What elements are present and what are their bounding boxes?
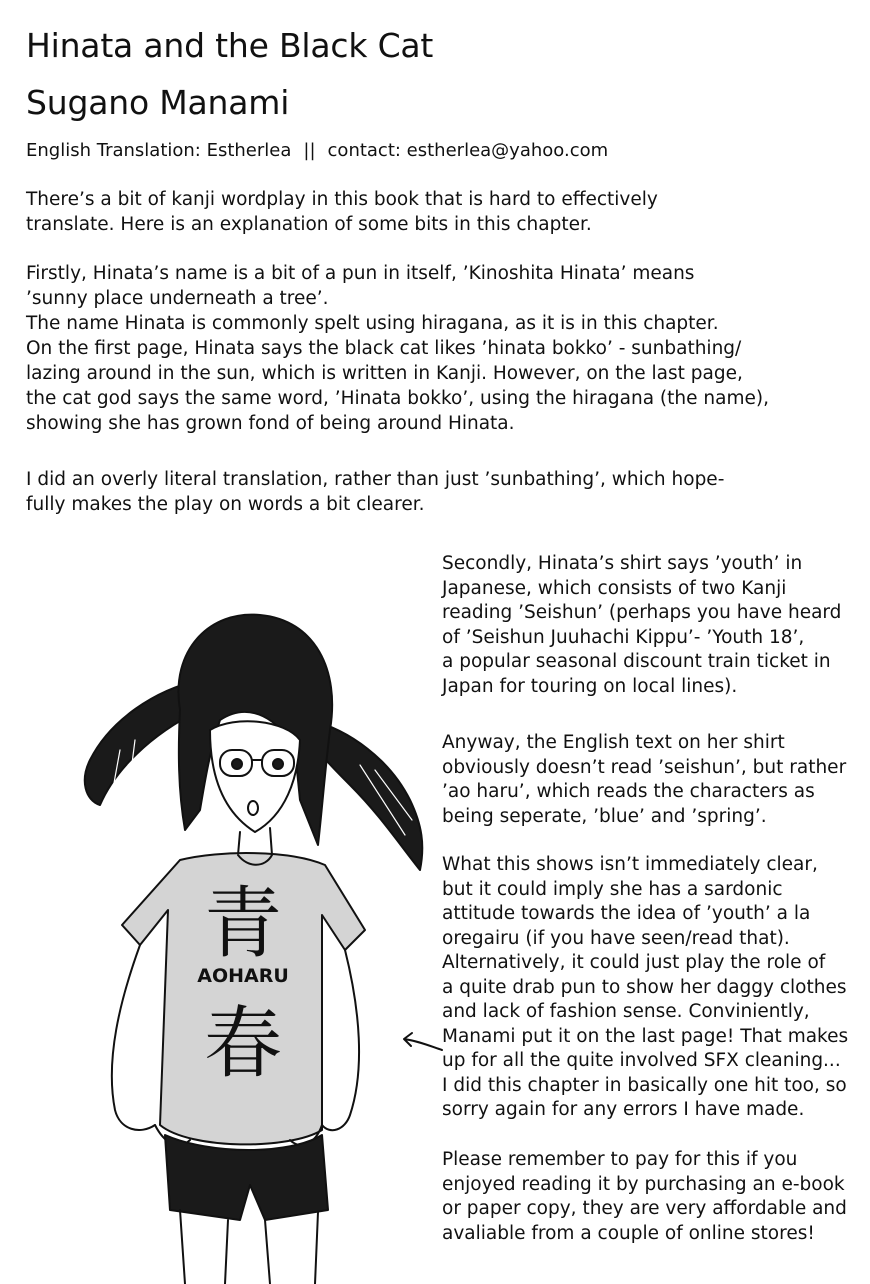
text-line: attitude towards the idea of ’youth’ a la xyxy=(442,903,811,924)
text-line: the cat god says the same word, ’Hinata bokko’, using the hiragana (the name), xyxy=(26,388,769,409)
intro-paragraph xyxy=(26,187,658,237)
text-line: showing she has grown fond of being around Hinata. xyxy=(26,413,515,434)
text-line: being seperate, ’blue’ and ’spring’. xyxy=(442,805,767,827)
text-line: Japan for touring on local lines). xyxy=(442,675,738,697)
hinata-illustration xyxy=(60,570,440,1284)
text-line: ’ao haru’, which reads the characters as xyxy=(442,781,815,802)
text-line: of ’Seishun Juuhachi Kippu’- ’Youth 18’, xyxy=(442,626,805,648)
aoharu-paragraph xyxy=(442,731,846,829)
text-line: translate. Here is an explanation of some bits in this chapter. xyxy=(26,214,592,235)
text-line: lazing around in the sun, which is written in Kanji. However, on the last page, xyxy=(26,363,743,384)
name-pun-paragraph xyxy=(26,261,769,436)
shirt-youth-paragraph xyxy=(442,552,841,699)
text-line: Secondly, Hinata’s shirt says ’youth’ in xyxy=(442,553,803,574)
text-line: up for all the quite involved SFX cleaning... xyxy=(442,1050,841,1071)
text-line: oregairu (if you have seen/read that). xyxy=(442,927,790,949)
closing-paragraph xyxy=(442,1148,847,1246)
author-name: Sugano Manami xyxy=(26,83,290,122)
text-line: ’sunny place underneath a tree’. xyxy=(26,288,329,309)
text-line: I did an overly literal translation, rather than just ’sunbathing’, which hope- xyxy=(26,469,725,490)
translator-credit: English Translation: Estherlea xyxy=(26,140,292,161)
text-line: What this shows isn’t immediately clear, xyxy=(442,854,818,875)
literal-translation-paragraph xyxy=(26,467,724,517)
text-line: Firstly, Hinata’s name is a bit of a pun in itself, ’Kinoshita Hinata’ means xyxy=(26,263,695,284)
text-line: a popular seasonal discount train ticket in xyxy=(442,651,831,672)
text-line: I did this chapter in basically one hit too, so xyxy=(442,1074,847,1096)
shirt-kanji-bottom: 春 xyxy=(203,999,283,1089)
text-line: enjoyed reading it by purchasing an e-book xyxy=(442,1173,845,1195)
text-line: There’s a bit of kanji wordplay in this book that is hard to effectively xyxy=(26,189,658,210)
text-line: reading ’Seishun’ (perhaps you have heard xyxy=(442,602,842,623)
shirt-kanji-top: 青 xyxy=(203,879,283,969)
text-line: a quite drab pun to show her daggy clothes xyxy=(442,976,847,998)
text-line: The name Hinata is commonly spelt using hiragana, as it is in this chapter. xyxy=(26,313,719,334)
text-line: sorry again for any errors I have made. xyxy=(442,1099,805,1120)
text-line: avaliable from a couple of online stores! xyxy=(442,1222,815,1244)
shirt-text: AOHARU xyxy=(197,965,289,987)
arrow-pointing-to-shirt-icon xyxy=(400,1030,444,1056)
text-line: and lack of fashion sense. Conviniently, xyxy=(442,1001,810,1022)
text-line: fully makes the play on words a bit clearer. xyxy=(26,494,425,515)
text-line: or paper copy, they are very affordable and xyxy=(442,1198,847,1219)
contact-email: contact: estherlea@yahoo.com xyxy=(327,140,609,161)
text-line: Alternatively, it could just play the role of xyxy=(442,952,826,973)
translation-credit-line xyxy=(26,140,608,161)
meaning-paragraph xyxy=(442,853,848,1123)
text-line: Japanese, which consists of two Kanji xyxy=(442,577,787,599)
text-line: obviously doesn’t read ’seishun’, but rather xyxy=(442,756,847,778)
text-line: Manami put it on the last page! That makes xyxy=(442,1025,849,1047)
text-line: On the first page, Hinata says the black cat likes ’hinata bokko’ - sunbathing/ xyxy=(26,338,742,359)
text-line: Please remember to pay for this if you xyxy=(442,1149,798,1170)
text-line: but it could imply she has a sardonic xyxy=(442,878,783,900)
page-title: Hinata and the Black Cat xyxy=(26,26,434,65)
credit-separator: || xyxy=(303,140,316,161)
text-line: Anyway, the English text on her shirt xyxy=(442,732,785,753)
